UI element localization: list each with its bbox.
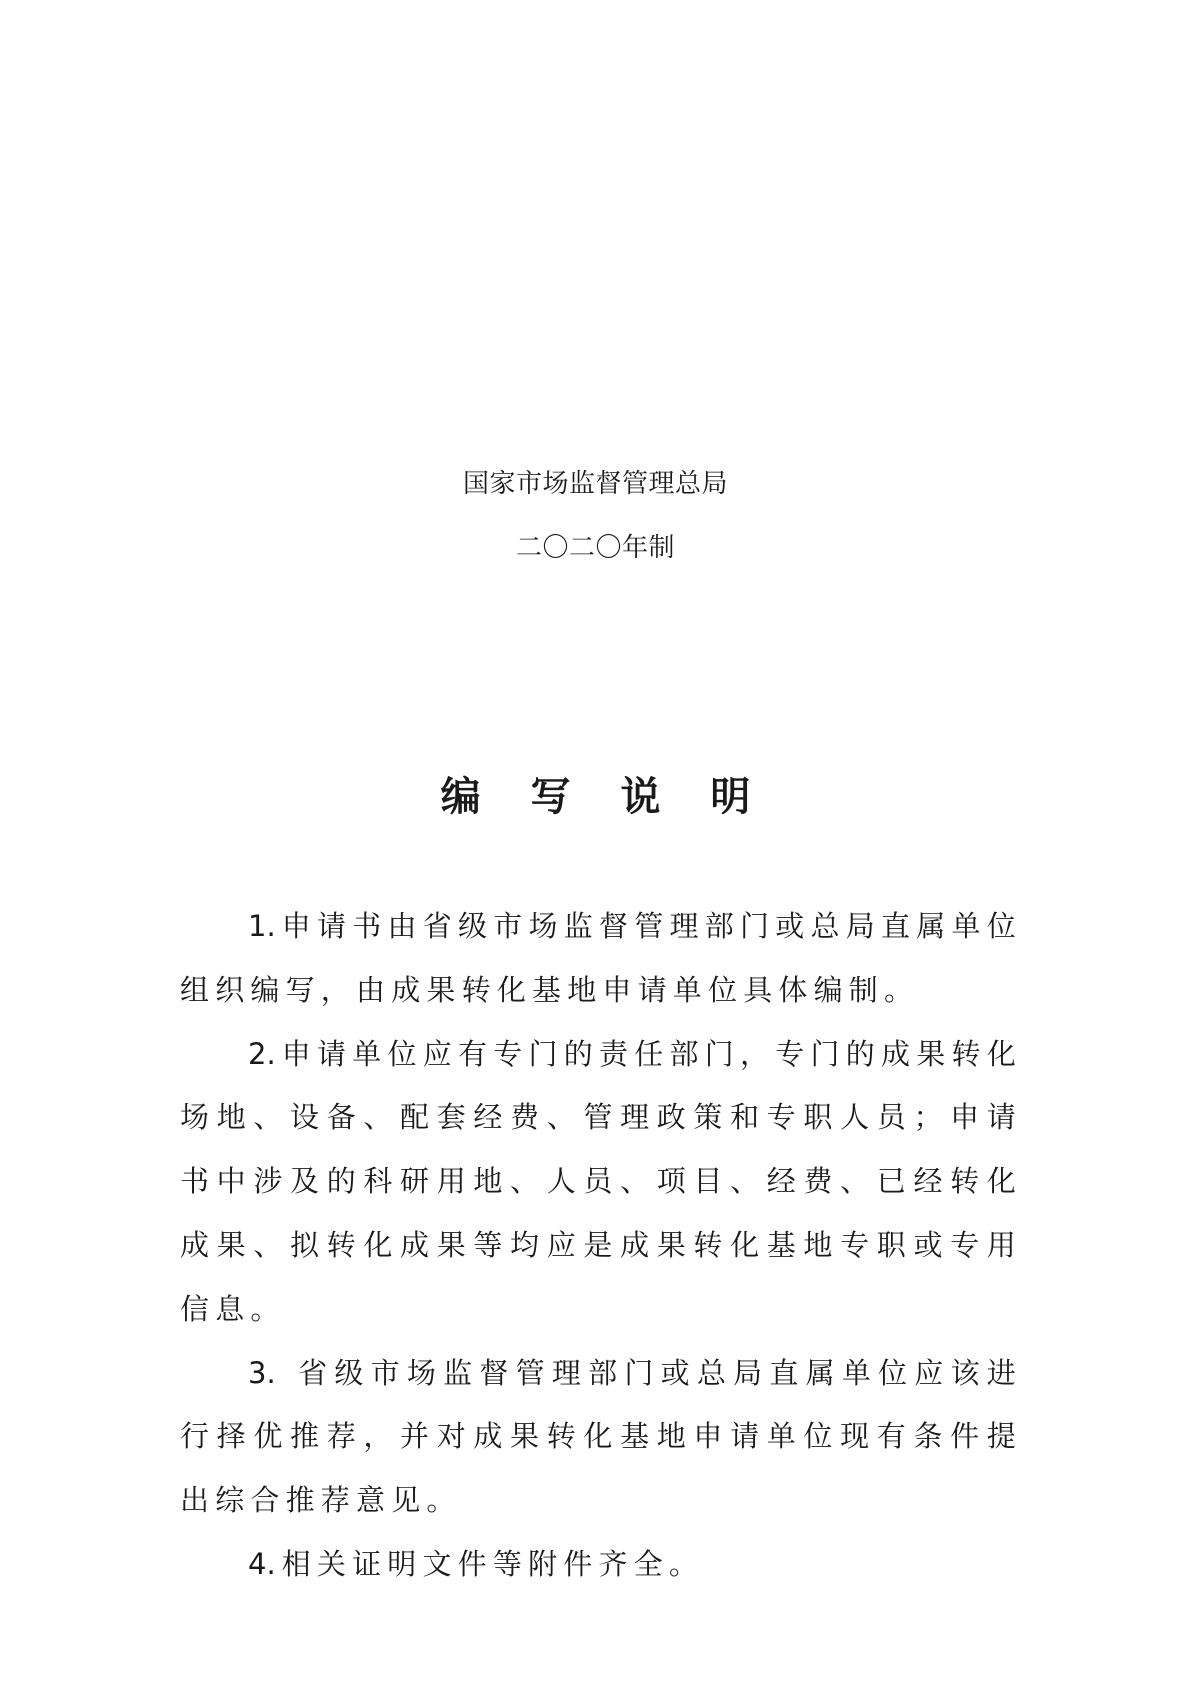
item-number: 2. xyxy=(248,1036,276,1071)
item-number: 1. xyxy=(248,909,276,943)
instructions-body xyxy=(180,895,1022,1597)
item-text: 申请单位应有专门的责任部门，专门的成果转化场地、设备、配套经费、管理政策和专职人员；申请书中涉及的科研用地、人员、项目、经费、已经转化成果、拟转化成果等均应是成果转化基地专职或专用信息。 xyxy=(180,1036,1022,1326)
item-text: 相关证明文件等附件齐全。 xyxy=(281,1546,705,1581)
item-number: 3. xyxy=(248,1355,276,1390)
instruction-item-2 xyxy=(180,1023,1022,1342)
issuing-authority: 国家市场监督管理总局 xyxy=(462,469,728,499)
item-number: 4. xyxy=(248,1546,276,1581)
issue-year: 二〇二〇年制 xyxy=(515,533,675,563)
item-text: 申请书由省级市场监督管理部门或总局直属单位组织编写，由成果转化基地申请单位具体编制。 xyxy=(180,909,1022,1007)
instruction-item-4 xyxy=(180,1533,1022,1597)
section-title: 编 写 说 明 xyxy=(440,774,769,820)
item-text: 省级市场监督管理部门或总局直属单位应该进行择优推荐，并对成果转化基地申请单位现有条件提出综合推荐意见。 xyxy=(180,1355,1022,1518)
instruction-item-1 xyxy=(180,895,1022,1023)
instruction-item-3 xyxy=(180,1342,1022,1533)
